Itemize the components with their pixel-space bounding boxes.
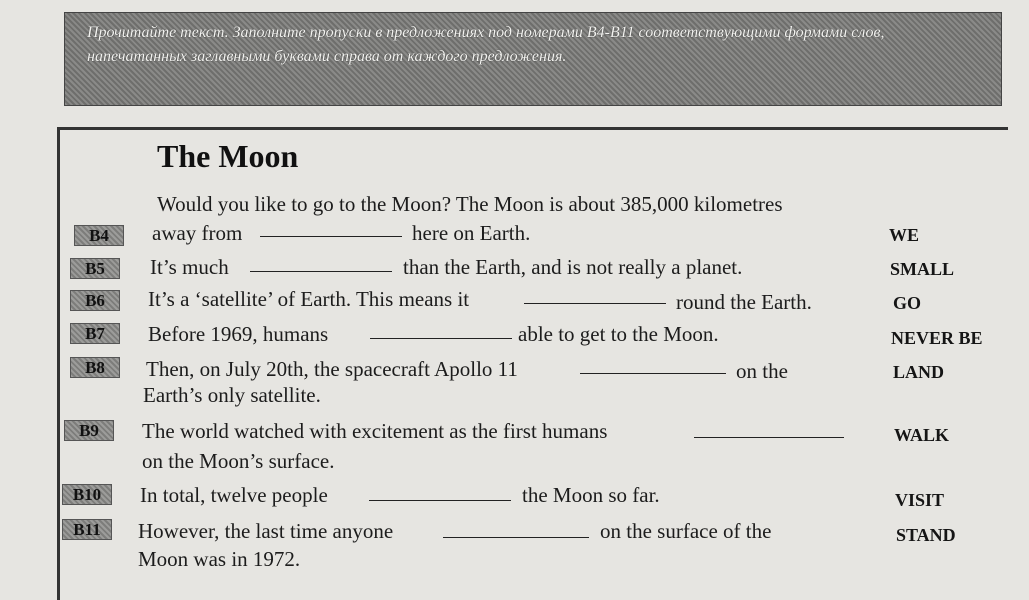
base-word-b9: WALK [894,425,950,445]
answer-blank-b9[interactable] [694,437,844,438]
answer-blank-b4[interactable] [260,236,402,237]
question-code-b10: B10 [62,484,112,505]
question-code-b9: B9 [64,420,114,441]
text-line-b7-b: able to get to the Moon. [518,322,719,346]
question-code-b6: B6 [70,290,120,311]
question-code-b7: B7 [70,323,120,344]
answer-blank-b7[interactable] [370,338,512,339]
text-line-b11-c: Moon was in 1972. [138,547,301,571]
text-line-b9-a: The world watched with excitement as the first humans [142,419,608,443]
text-line-b4-a: away from [152,221,243,245]
text-line-b10-a: In total, twelve people [140,483,328,507]
text-line-intro: Would you like to go to the Moon? The Moon is about 385,000 kilometres [157,192,783,216]
text-line-b11-a: However, the last time anyone [138,519,394,543]
question-code-b8: B8 [70,357,120,378]
base-word-b8: LAND [893,362,945,382]
text-line-b10-b: the Moon so far. [522,483,660,507]
base-word-b6: GO [893,293,922,313]
answer-blank-b5[interactable] [250,271,392,272]
text-line-b7-a: Before 1969, humans [148,322,329,346]
page-title: The Moon [157,138,299,174]
text-line-b4-b: here on Earth. [412,221,531,245]
base-word-b10: VISIT [895,490,945,510]
base-word-b4: WE [889,225,920,245]
question-code-b11: B11 [62,519,112,540]
text-line-b8-a: Then, on July 20th, the spacecraft Apollo 11 [146,357,518,381]
text-line-b6-a: It’s a ‘satellite’ of Earth. This means it [148,287,470,311]
text-line-b8-b: on the [736,359,788,383]
question-code-b4: B4 [74,225,124,246]
text-line-b9-b: on the Moon’s surface. [142,449,335,473]
answer-blank-b6[interactable] [524,303,666,304]
text-line-b5-b: than the Earth, and is not really a planet. [403,255,743,279]
question-code-b5: B5 [70,258,120,279]
answer-blank-b10[interactable] [369,500,511,501]
text-line-b5-a: It’s much [150,255,229,279]
answer-blank-b11[interactable] [443,537,589,538]
answer-blank-b8[interactable] [580,373,726,374]
text-line-b6-b: round the Earth. [676,290,812,314]
instruction-text: Прочитайте текст. Заполните пропуски в предложениях под номерами B4-B11 соответствующими формами слов, напечатанных заглавными буквами справа от каждого предложения. [87,24,885,65]
base-word-b7: NEVER BE [891,328,983,348]
text-line-b8-c: Earth’s only satellite. [143,383,321,407]
text-line-b11-b: on the surface of the [600,519,772,543]
instruction-banner [64,12,1002,106]
base-word-b11: STAND [896,525,956,545]
base-word-b5: SMALL [890,259,955,279]
